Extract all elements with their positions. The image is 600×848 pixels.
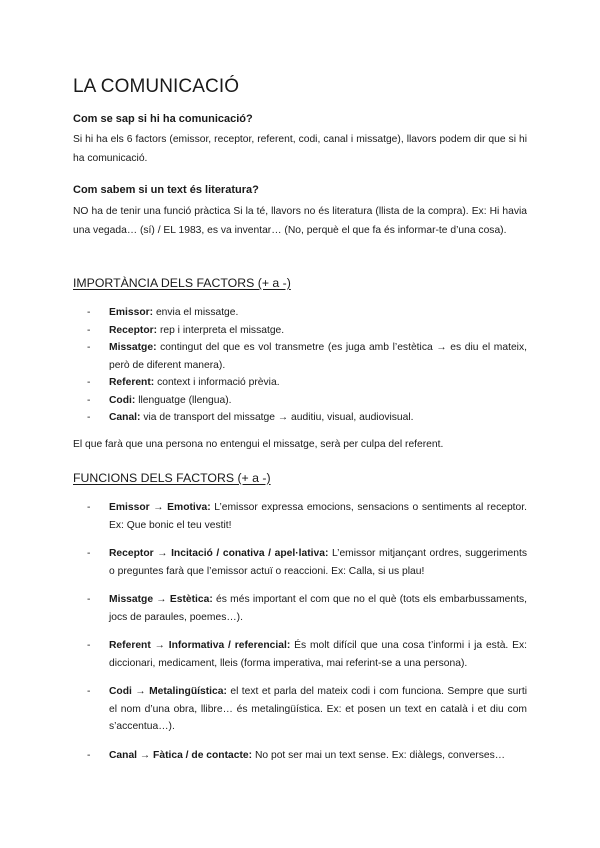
bullet-dash: - <box>87 749 91 761</box>
list-item <box>87 591 527 626</box>
item-term: Emissor → Emotiva: <box>109 502 211 513</box>
list-item <box>87 545 527 580</box>
list-item <box>87 322 527 340</box>
list-item <box>87 304 527 322</box>
page-title: LA COMUNICACIÓ <box>73 76 240 97</box>
list-item <box>87 339 527 374</box>
item-term: Receptor: <box>109 324 158 336</box>
factors-importance-list <box>87 304 527 427</box>
item-description: L’emissor expressa emocions, sensacions o sentiments al receptor. Ex: Que bonic el teu vestit! <box>109 502 527 531</box>
item-term: Emissor: <box>109 307 154 318</box>
item-term: Codi: <box>109 394 136 406</box>
item-description: envia el missatge. <box>155 307 239 318</box>
factor-functions-list <box>87 499 527 775</box>
item-term: Referent → Informativa / referencial: <box>109 640 291 651</box>
bullet-dash: - <box>87 377 91 388</box>
list-item <box>87 374 527 392</box>
list-item <box>87 392 527 410</box>
bullet-dash: - <box>87 307 91 318</box>
answer-paragraph-literature: NO ha de tenir una funció pràctica Si la té, llavors no és literatura (llista de la compra). Ex: Hi havia una vegada… (sí) / EL 1983, es va inventar… (No, perquè el que fa és informar-te d’una cosa). <box>73 206 527 236</box>
bullet-dash: - <box>87 324 91 336</box>
list-item <box>87 409 527 427</box>
item-term: Canal: <box>109 412 141 423</box>
question-heading-communication: Com se sap si hi ha comunicació? <box>73 113 253 125</box>
bullet-dash: - <box>87 640 91 651</box>
item-description: el text et parla del mateix codi i com funciona. Sempre que surti el nom d’una obra, llibre… és metalingüística. Ex: et posen un text en català i et diu com s’accentua…). <box>109 686 527 732</box>
bullet-dash: - <box>87 548 91 559</box>
bullet-dash: - <box>87 412 91 423</box>
item-description: L’emissor mitjançant ordres, suggeriments o preguntes farà que l’emissor actuï o reaccioni. Ex: Calla, si us plau! <box>109 548 527 577</box>
bullet-dash: - <box>87 502 91 513</box>
item-description: via de transport del missatge → auditiu, visual, audiovisual. <box>143 412 414 423</box>
bullet-dash: - <box>87 686 91 697</box>
referent-note: El que farà que una persona no entengui el missatge, serà per culpa del referent. <box>73 439 444 450</box>
item-term: Referent: <box>109 377 155 388</box>
section-heading-importance: IMPORTÀNCIA DELS FACTORS (+ a -) <box>73 276 291 290</box>
section-heading-functions: FUNCIONS DELS FACTORS (+ a -) <box>73 471 271 485</box>
item-description: rep i interpreta el missatge. <box>159 324 285 336</box>
list-item <box>87 499 527 534</box>
list-item <box>87 747 527 765</box>
item-description: És molt difícil que una cosa t’informi i ja està. Ex: diccionari, medicament, lleis (forma imperativa, mai referint-se a una persona). <box>109 640 527 669</box>
item-term: Codi → Metalingüística: <box>109 686 227 697</box>
item-term: Receptor → Incitació / conativa / apel·lativa: <box>109 548 329 559</box>
item-description: és més important el com que no el què (tots els embarbussaments, jocs de paraules, poemes…). <box>109 594 527 623</box>
item-description: context i informació prèvia. <box>157 377 280 388</box>
question-heading-literature: Com sabem si un text és literatura? <box>73 184 259 196</box>
list-item <box>87 683 527 736</box>
bullet-dash: - <box>87 594 91 605</box>
bullet-dash: - <box>87 394 91 406</box>
item-description: llenguatge (llengua). <box>138 394 232 406</box>
answer-paragraph-communication: Si hi ha els 6 factors (emissor, receptor, referent, codi, canal i missatge), llavors podem dir que si hi ha comunicació. <box>73 134 527 164</box>
item-term: Canal → Fàtica / de contacte: <box>109 749 253 761</box>
item-description: No pot ser mai un text sense. Ex: diàlegs, converses… <box>254 749 506 761</box>
item-term: Missatge: <box>109 342 157 353</box>
item-term: Missatge → Estètica: <box>109 594 213 605</box>
list-item <box>87 637 527 672</box>
item-description: contingut del que es vol transmetre (es juga amb l’estètica → es diu el mateix, però de diferent manera). <box>109 342 527 371</box>
bullet-dash: - <box>87 342 91 353</box>
